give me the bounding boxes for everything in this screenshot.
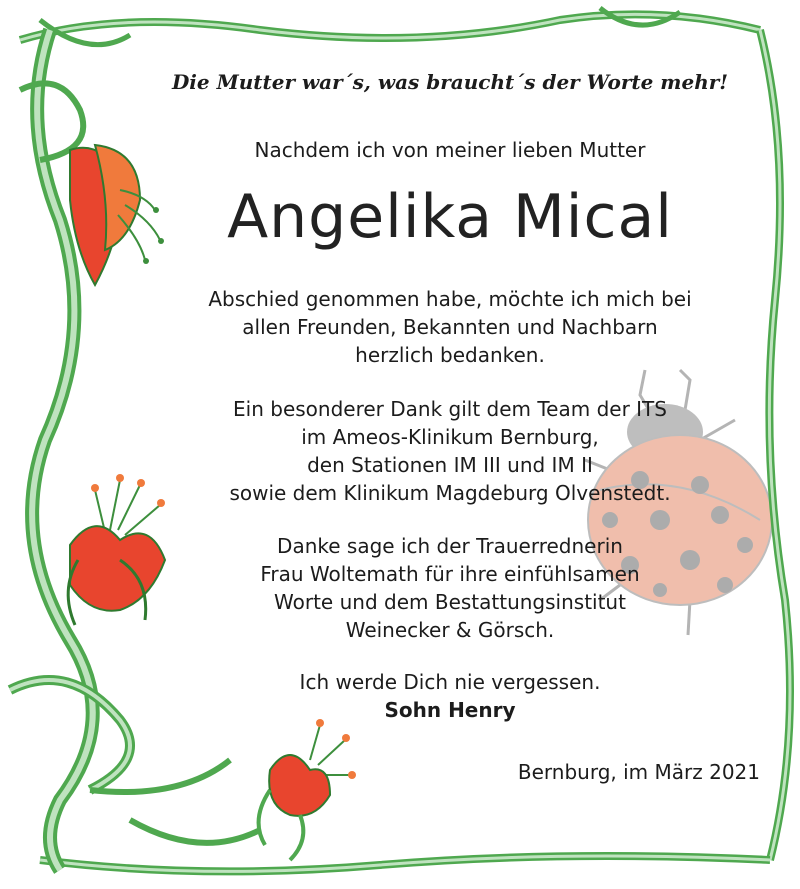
text-line: Abschied genommen habe, möchte ich mich bei	[208, 287, 692, 311]
text-line: Ein besonderer Dank gilt dem Team der ITS	[233, 397, 667, 421]
deceased-name: Angelika Mical	[227, 182, 673, 252]
intro-line: Nachdem ich von meiner lieben Mutter	[254, 138, 646, 162]
text-line: Weinecker & Görsch.	[345, 618, 555, 642]
place-date: Bernburg, im März 2021	[517, 760, 760, 784]
text-line: im Ameos-Klinikum Bernburg,	[301, 425, 599, 449]
text-line: herzlich bedanken.	[355, 343, 545, 367]
thanks-paragraph-clinic	[140, 395, 760, 507]
vine-top	[20, 8, 760, 45]
vine-right	[760, 30, 790, 860]
text-line: sowie dem Klinikum Magdeburg Olvenstedt.	[229, 481, 671, 505]
text-line: den Stationen IM III und IM II	[307, 453, 593, 477]
text-line: allen Freunden, Bekannten und Nachbarn	[242, 315, 658, 339]
signature: Sohn Henry	[384, 698, 516, 722]
thanks-paragraph-speaker	[140, 532, 760, 644]
thanks-paragraph-friends	[140, 285, 760, 369]
text-line: Frau Woltemath für ihre einfühlsamen	[260, 562, 640, 586]
vine-bottom	[40, 856, 770, 871]
closing-line: Ich werde Dich nie vergessen.	[299, 670, 601, 694]
text-line: Worte und dem Bestattungsinstitut	[274, 590, 626, 614]
text-line: Danke sage ich der Trauerrednerin	[277, 534, 623, 558]
motto-quote: Die Mutter war´s, was braucht´s der Worte mehr!	[171, 70, 729, 94]
lily-flower-bottom	[259, 719, 356, 860]
closing-block	[140, 668, 760, 724]
